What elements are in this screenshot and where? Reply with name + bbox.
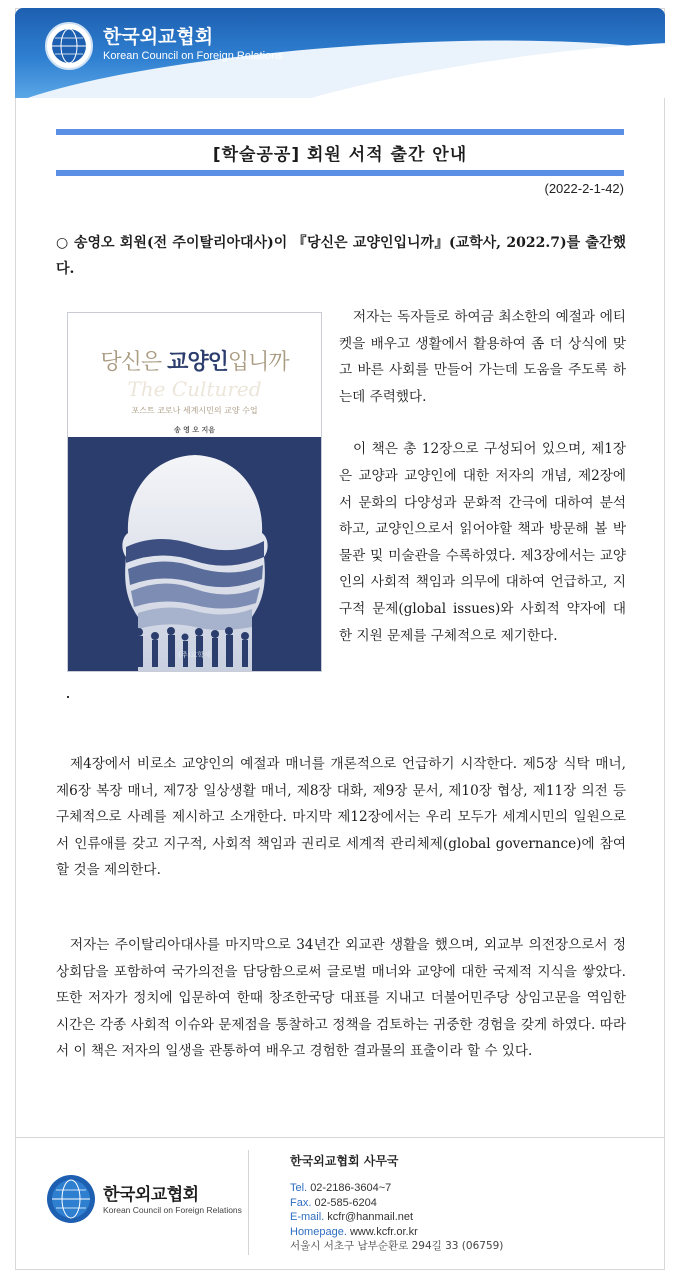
title-rule-bottom xyxy=(56,170,624,176)
cover-english-title: The Cultured xyxy=(127,377,262,401)
tel-value: 02-2186-3604~7 xyxy=(310,1182,392,1194)
footer-vertical-divider xyxy=(248,1150,249,1255)
side-paragraphs xyxy=(339,304,626,675)
org-logo-icon xyxy=(45,22,93,70)
tel-label: Tel. xyxy=(290,1182,308,1194)
footer-contact-info xyxy=(290,1181,503,1254)
homepage-label: Homepage. xyxy=(290,1225,347,1238)
homepage-link[interactable]: www.kcfr.or.kr xyxy=(349,1225,418,1238)
paragraph-4: 저자는 주이탈리아대사를 마지막으로 34년간 외교관 생활을 했으며, 외교부 의전장으로서 정상회담을 포함하여 국가의전을 담당함으로써 글로벌 매너와 교양에 대한 국제적 지식을 쌓았다. 또한 저자가 정치에 입문하여 한때 창조한국당 대표를 지내고 더불어민주당 상임고문을 역임한 시간은 각종 사회적 이슈와 문제점을 통찰하고 정책을 검토하는 귀중한 경험을 갖게 하였다. 따라서 이 책은 저자의 일생을 관통하여 배우고 경험한 결과물의 표출이라 할 수 있다. xyxy=(56,937,626,1060)
footer-tel xyxy=(290,1181,503,1196)
paragraph-4-block xyxy=(56,932,626,1065)
footer-divider-line xyxy=(15,1137,665,1138)
fax-value: 02-585-6204 xyxy=(314,1196,377,1209)
footer-email xyxy=(290,1210,503,1225)
cover-title-light: 당신은 xyxy=(100,350,168,375)
paragraph-2: 이 책은 총 12장으로 구성되어 있으며, 제1장은 교양과 교양인에 대한 저자의 개념, 제2장에서 문화의 다양성과 문화적 간극에 대하여 분석하고, 교양인으로서 읽어야할 책과 방문해 볼 박물관 및 미술관을 수록하였다. 제3장에서는 교양인의 사회적 책임과 의무에 대하여 언급하고, 지구적 문제(global issues)와 사회적 약자에 대한 지원 문제를 구체적으로 제기한다. xyxy=(339,441,626,644)
footer-office-name: 한국외교협회 사무국 xyxy=(290,1154,399,1168)
cover-title-end: 입니까 xyxy=(227,350,289,375)
header-org-name-ko: 한국외교협회 xyxy=(103,26,214,48)
page-title: [학술공공] 회원 서적 출간 안내 xyxy=(212,145,468,165)
header-banner xyxy=(15,8,665,98)
header-org-name-en: Korean Council on Foreign Relations xyxy=(103,50,283,62)
footer-logo-icon xyxy=(47,1175,95,1223)
footer-org-name-ko: 한국외교협회 xyxy=(103,1185,199,1205)
book-cover-image xyxy=(67,312,322,672)
footer-org-name-en: Korean Council on Foreign Relations xyxy=(103,1205,242,1215)
footer-address: 서울시 서초구 남부순환로 294길 33 (06759) xyxy=(290,1240,504,1253)
email-label: E-mail. xyxy=(290,1211,325,1224)
cover-title-bold: 교양인 xyxy=(167,350,228,375)
email-link[interactable]: kcfr@hanmail.net xyxy=(327,1211,414,1224)
cover-tagline: 포스트 코로나 세계시민의 교양 수업 xyxy=(131,406,258,415)
title-rule-top xyxy=(56,129,624,135)
footer-fax xyxy=(290,1196,503,1211)
lead-sentence: ○ 송영오 회원(전 주이탈리아대사)이 『당신은 교양인입니까』(교학사, 2022.7)를 출간했다. xyxy=(56,235,626,277)
cover-illustration xyxy=(68,437,321,672)
fax-label: Fax. xyxy=(290,1196,312,1209)
footer-homepage xyxy=(290,1225,503,1240)
cover-publisher: (주)교학사 xyxy=(178,651,211,659)
document-number: (2022-2-1-42) xyxy=(544,181,624,196)
cover-author: 송 영 오 지음 xyxy=(173,426,216,434)
paragraph-3: 제4장에서 비로소 교양인의 예절과 매너를 개론적으로 언급하기 시작한다. 제5장 식탁 매너, 제6장 복장 매너, 제7장 일상생활 매너, 제8장 대화, 제9장 문서, 제10장 협상, 제11장 의전 등 구체적으로 사례를 제시하고 소개한다. 마지막 제12장에서는 우리 모두가 세계시민의 일원으로서 인류애를 갖고 지구적, 사회적 책임과 권리로 세계적 관리체제(global governance)에 참여할 것을 제의한다. xyxy=(56,756,626,879)
paragraph-3-block xyxy=(56,751,626,884)
paragraph-1: 저자는 독자들로 하여금 최소한의 예절과 에티켓을 배우고 생활에서 활용하여 좀 더 상식에 맞고 바른 사회를 만들어 가는데 도움을 주도록 하는데 주력했다. xyxy=(339,309,626,405)
stray-dot xyxy=(67,696,69,698)
cover-title xyxy=(68,345,321,376)
